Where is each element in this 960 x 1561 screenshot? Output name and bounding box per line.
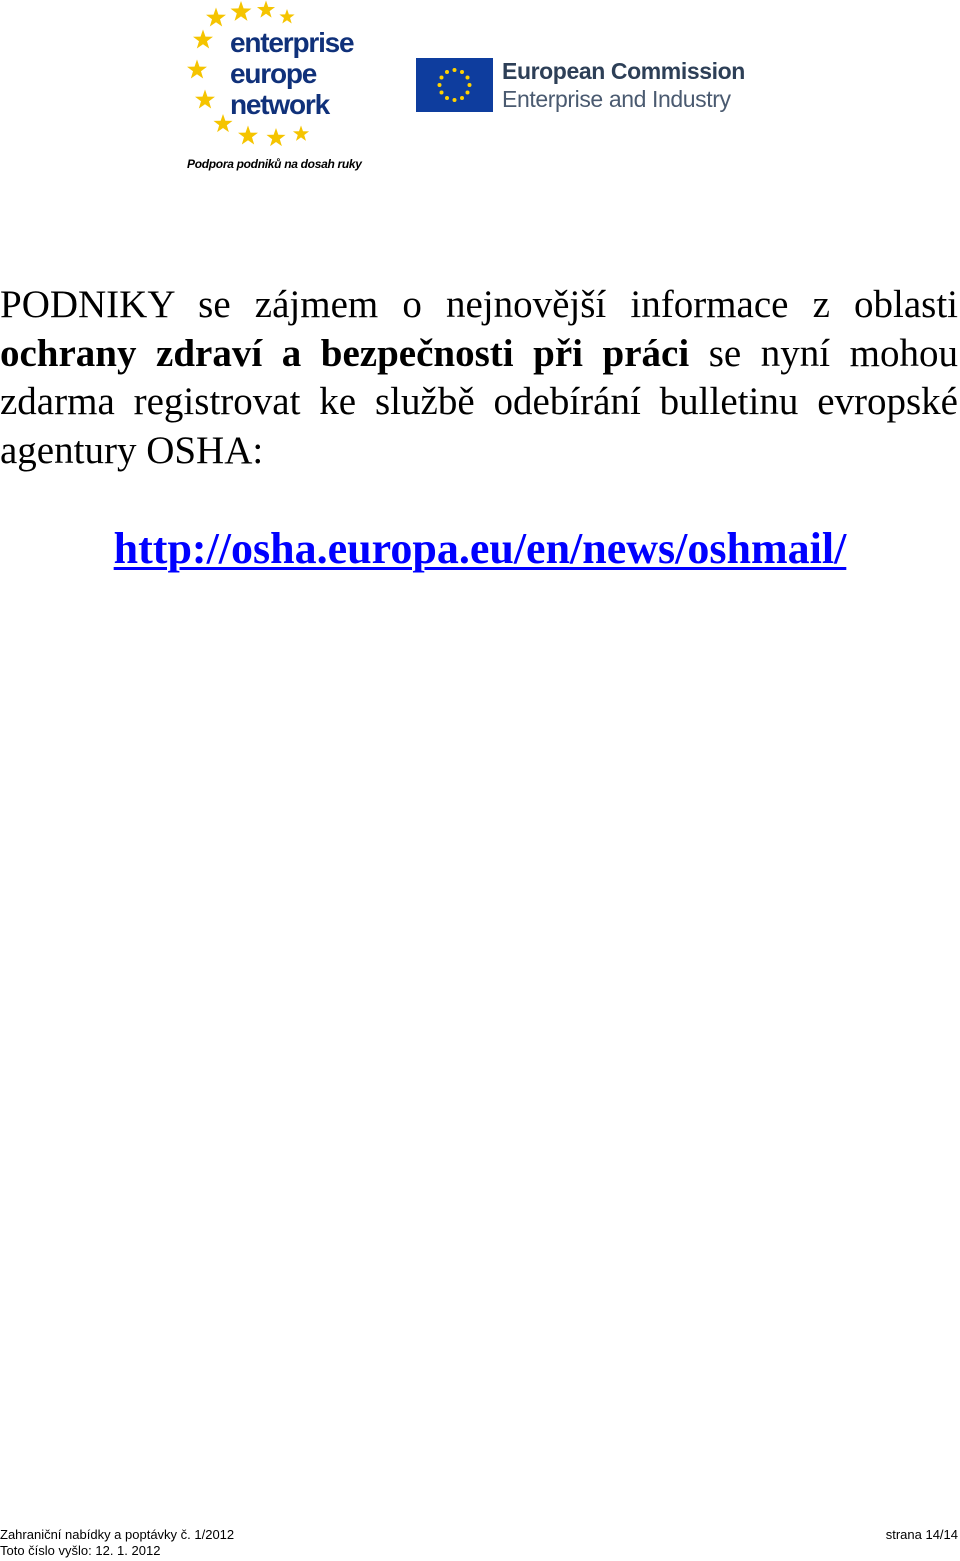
een-tagline: Podpora podniků na dosah ruky bbox=[187, 157, 362, 171]
een-logo-word-3: network bbox=[230, 89, 329, 120]
oshmail-link[interactable]: http://osha.europa.eu/en/news/oshmail/ bbox=[113, 524, 847, 573]
footer-publication: Zahraniční nabídky a poptávky č. 1/2012 bbox=[0, 1527, 235, 1542]
footer-issue-date: Toto číslo vyšlo: 12. 1. 2012 bbox=[0, 1543, 161, 1558]
enterprise-europe-network-logo bbox=[183, 0, 383, 178]
een-logo-word-2: europe bbox=[230, 58, 317, 89]
intro-paragraph bbox=[0, 281, 958, 475]
intro-text-part1: PODNIKY se zájmem o nejnovější informace z oblasti bbox=[0, 283, 958, 326]
eu-flag-icon bbox=[416, 58, 493, 112]
page-footer bbox=[0, 1527, 958, 1559]
link-container bbox=[0, 523, 960, 574]
european-commission-logo bbox=[416, 58, 796, 114]
intro-text-part2: se nyní mohou zdarma registrovat ke službě odebírání bulletinu evropské agentury OSHA: bbox=[0, 331, 958, 472]
intro-text-bold: ochrany zdraví a bezpečnosti při práci bbox=[0, 331, 690, 375]
ec-logo-title: European Commission bbox=[502, 58, 745, 84]
footer-page-number: strana 14/14 bbox=[885, 1527, 958, 1542]
een-logo-word-1: enterprise bbox=[230, 27, 354, 58]
ec-logo-subtitle: Enterprise and Industry bbox=[502, 86, 731, 112]
